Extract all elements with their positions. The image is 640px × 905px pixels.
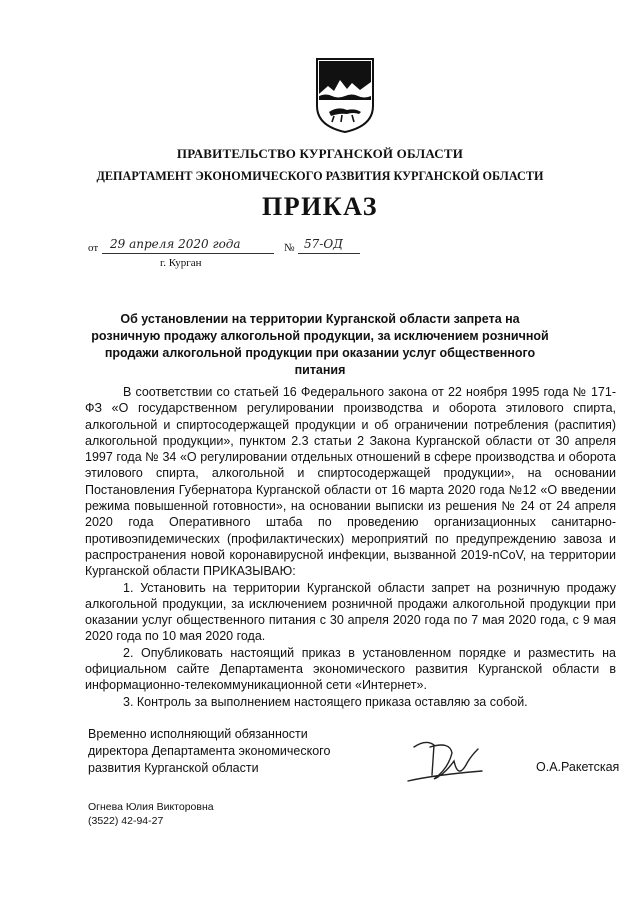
position-line-3: развития Курганской области bbox=[88, 761, 259, 775]
signatory-name: О.А.Ракетская bbox=[536, 760, 620, 774]
executor-info bbox=[88, 800, 214, 828]
number-underline bbox=[298, 253, 360, 254]
date-number-row bbox=[88, 236, 368, 260]
city-label: г. Курган bbox=[160, 257, 202, 269]
executor-phone: (3522) 42-94-27 bbox=[88, 815, 164, 827]
handwritten-date: 29 апреля 2020 года bbox=[110, 237, 241, 251]
signatory-position bbox=[88, 726, 330, 777]
handwritten-number: 57-ОД bbox=[304, 237, 343, 251]
order-item-1: 1. Установить на территории Курганской области запрет на розничную продажу алкогольной продукции, за исключением розничной продажи алкогольной продукции при оказании услуг общественного питания с 30 апреля 2020 года по 7 мая 2020 года, с 9 мая 2020 года по 10 мая 2020 года. bbox=[85, 580, 616, 644]
document-type-title: ПРИКАЗ bbox=[261, 192, 379, 221]
coat-of-arms-emblem bbox=[314, 56, 376, 134]
department-heading: ДЕПАРТАМЕНТ ЭКОНОМИЧЕСКОГО РАЗВИТИЯ КУРГАНСКОЙ ОБЛАСТИ bbox=[96, 169, 544, 183]
document-subject: Об установлении на территории Курганской области запрета на розничную продажу алкогольной продукции, за исключением розничной продажи алкогольной продукции при оказании услуг общественного питания bbox=[91, 312, 549, 377]
document-body bbox=[85, 384, 616, 710]
handwritten-signature bbox=[404, 735, 486, 787]
preamble-paragraph: В соответствии со статьей 16 Федерального закона от 22 ноября 1995 года № 171-ФЗ «О государственном регулировании производства и оборота этилового спирта, алкогольной и спиртосодержащей продукции и об ограничении потребления (распития) алкогольной продукции», пунктом 2.3 статьи 2 Закона Курганской области от 30 апреля 1997 года № 34 «О регулировании отдельных отношений в сфере производства и оборота этилового спирта, алкогольной и спиртосодержащей продукции», на основании Постановления Губернатора Курганской области от 16 марта 2020 года №12 «О введении режима повышенной готовности», на основании выписки из решения № 24 от 24 апреля 2020 года Оперативного штаба по проведению организационных санитарно-противоэпидемических (профилактических) мероприятий по предупреждению завоза и распространения новой коронавирусной инфекции, вызванной 2019-nCoV, на территории Курганской области ПРИКАЗЫВАЮ: bbox=[85, 385, 616, 579]
government-heading: ПРАВИТЕЛЬСТВО КУРГАНСКОЙ ОБЛАСТИ bbox=[176, 146, 464, 161]
executor-name: Огнева Юлия Викторовна bbox=[88, 801, 214, 813]
number-prefix: № bbox=[284, 242, 295, 254]
order-item-3: 3. Контроль за выполнением настоящего приказа оставляю за собой. bbox=[123, 694, 528, 709]
position-line-1: Временно исполняющий обязанности bbox=[88, 727, 308, 741]
position-line-2: директора Департамента экономического bbox=[88, 744, 331, 758]
order-item-2: 2. Опубликовать настоящий приказ в установленном порядке и разместить на официальном сайте Департамента экономического развития Курганской области в информационно-телекоммуникационной сети «Интернет». bbox=[85, 645, 616, 693]
date-underline bbox=[102, 253, 274, 254]
date-prefix: от bbox=[88, 242, 99, 254]
